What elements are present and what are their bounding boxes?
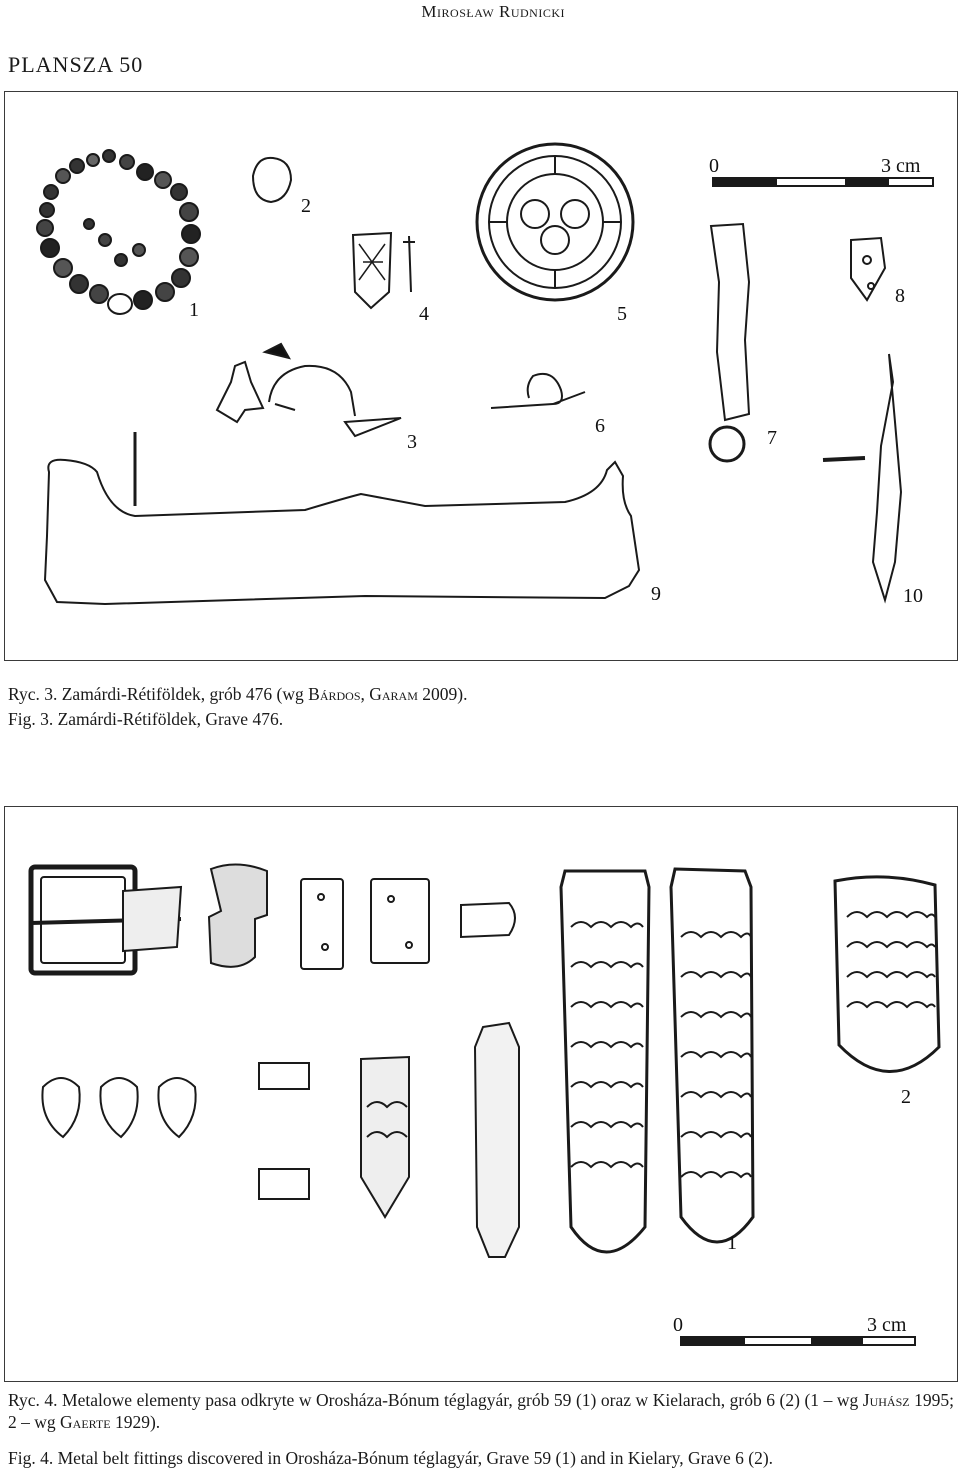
- buckle-drawing: [31, 867, 181, 973]
- scallop-ornament: [367, 912, 935, 1177]
- figure-3-plate: [4, 91, 958, 661]
- belt-loop-drawing: [209, 864, 267, 966]
- item-number-2: 2: [901, 1086, 911, 1108]
- large-strap-end-1-drawing: [561, 871, 649, 1252]
- scale-label-end: 3 cm: [881, 155, 921, 177]
- figure-3-caption-pl: Ryc. 3. Zamárdi-Rétiföldek, grób 476 (wg Bárdos, Garam 2009).: [8, 684, 468, 704]
- mount-plate-2-drawing: [371, 879, 429, 963]
- item-number-5: 5: [617, 303, 627, 325]
- item-number-2: 2: [301, 195, 311, 217]
- scale-label-end: 3 cm: [867, 1314, 907, 1336]
- scale-label-start: 0: [709, 155, 719, 177]
- elongated-strap-end-drawing: [475, 1023, 519, 1257]
- mount-plate-3-drawing: [461, 903, 515, 937]
- item-number-1: 1: [727, 1232, 737, 1254]
- item-number-8: 8: [895, 285, 905, 307]
- item-number-7: 7: [767, 427, 777, 449]
- fibula-drawing: [491, 374, 585, 408]
- item-number-4: 4: [419, 303, 429, 325]
- knife-drawing: [873, 354, 901, 600]
- iron-awl-drawing: [711, 224, 749, 420]
- figure-4-plate: [4, 806, 958, 1382]
- plate-title: PLANSZA 50: [8, 52, 144, 77]
- small-mount-2-drawing: [259, 1169, 309, 1199]
- item-number-3: 3: [407, 431, 417, 453]
- scale-label-start: 0: [673, 1314, 683, 1336]
- figure-3-caption-en: Fig. 3. Zamárdi-Rétiföldek, Grave 476.: [8, 709, 284, 729]
- mount-drawing: [851, 238, 885, 300]
- item-number-9: 9: [651, 583, 661, 605]
- figure-4-caption-pl: Ryc. 4. Metalowe elementy pasa odkryte w Orosháza-Bónum téglagyár, grób 59 (1) oraz w Kielarach, grób 6 (2) (1 – wg Juhász 1995; 2 – wg Gaerte 1929).: [8, 1390, 954, 1432]
- scale-bar: [681, 1337, 915, 1345]
- bow-brooch-drawing: [217, 344, 401, 436]
- running-head: Mirosław Rudnicki: [421, 2, 565, 21]
- figure-4-drawing: [5, 807, 957, 1381]
- small-mount-1-drawing: [259, 1063, 309, 1089]
- item-number-1: 1: [189, 299, 199, 321]
- figure-3-drawing: [5, 92, 957, 660]
- mount-plate-1-drawing: [301, 879, 343, 969]
- pelta-mounts-drawing: [42, 1078, 195, 1137]
- figure-4-caption-en: Fig. 4. Metal belt fittings discovered in Orosháza-Bónum téglagyár, Grave 59 (1) and in Kielary, Grave 6 (2).: [8, 1448, 774, 1468]
- item-number-6: 6: [595, 415, 605, 437]
- bead-necklace-drawing: [37, 150, 200, 314]
- ring-drawing: [253, 158, 291, 202]
- small-ring-drawing: [710, 427, 744, 461]
- scale-bar: [713, 178, 933, 186]
- openwork-disc-drawing: [477, 144, 633, 300]
- item-number-10: 10: [903, 585, 923, 607]
